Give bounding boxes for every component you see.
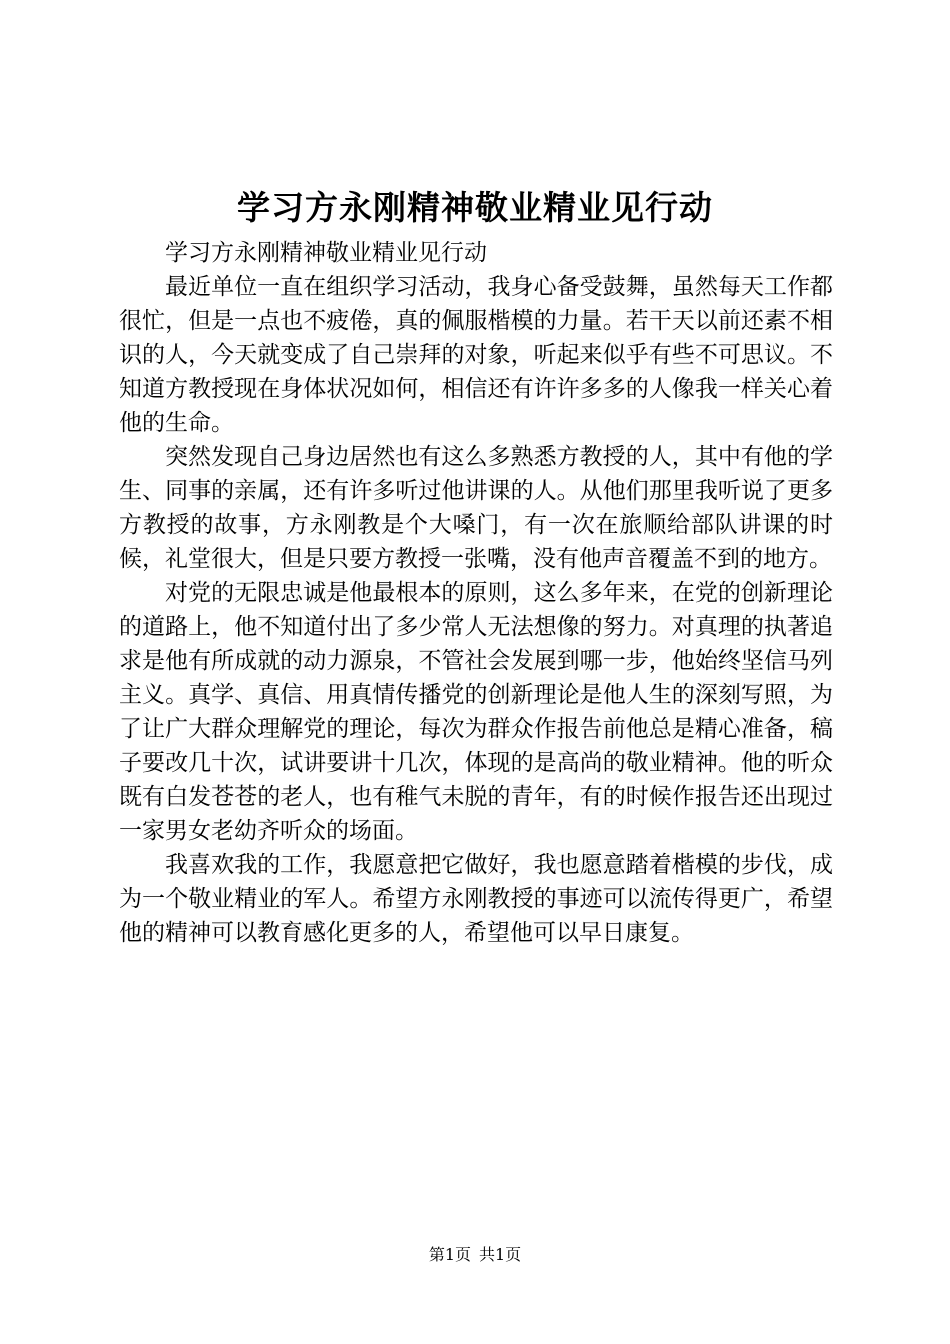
- page-total: 共1页: [479, 1245, 522, 1264]
- document-body: [119, 236, 833, 950]
- paragraph: 最近单位一直在组织学习活动，我身心备受鼓舞，虽然每天工作都很忙，但是一点也不疲倦，真的佩服楷模的力量。若干天以前还素不相识的人，今天就变成了自己崇拜的对象，听起来似乎有些不可思议。不知道方教授现在身体状况如何，相信还有许许多多的人像我一样关心着他的生命。: [119, 274, 833, 436]
- paragraph: 突然发现自己身边居然也有这么多熟悉方教授的人，其中有他的学生、同事的亲属，还有许多听过他讲课的人。从他们那里我听说了更多方教授的故事，方永刚教是个大嗓门，有一次在旅顺给部队讲课的时候，礼堂很大，但是只要方教授一张嘴，没有他声音覆盖不到的地方。: [119, 444, 833, 572]
- page-footer: [0, 1244, 950, 1266]
- document-title: 学习方永刚精神敬业精业见行动: [237, 188, 713, 227]
- paragraph: 我喜欢我的工作，我愿意把它做好，我也愿意踏着楷模的步伐，成为一个敬业精业的军人。希望方永刚教授的事迹可以流传得更广，希望他的精神可以教育感化更多的人，希望他可以早日康复。: [119, 852, 833, 946]
- paragraph: 对党的无限忠诚是他最根本的原则，这么多年来，在党的创新理论的道路上，他不知道付出了多少常人无法想像的努力。对真理的执著追求是他有所成就的动力源泉，不管社会发展到哪一步，他始终坚信马列主义。真学、真信、用真情传播党的创新理论是他人生的深刻写照，为了让广大群众理解党的理论，每次为群众作报告前他总是精心准备，稿子要改几十次，试讲要讲十几次，体现的是高尚的敬业精神。他的听众既有白发苍苍的老人，也有稚气未脱的青年，有的时候作报告还出现过一家男女老幼齐听众的场面。: [119, 580, 833, 844]
- paragraph-subtitle: 学习方永刚精神敬业精业见行动: [165, 240, 487, 266]
- page-number: 第1页: [428, 1245, 471, 1264]
